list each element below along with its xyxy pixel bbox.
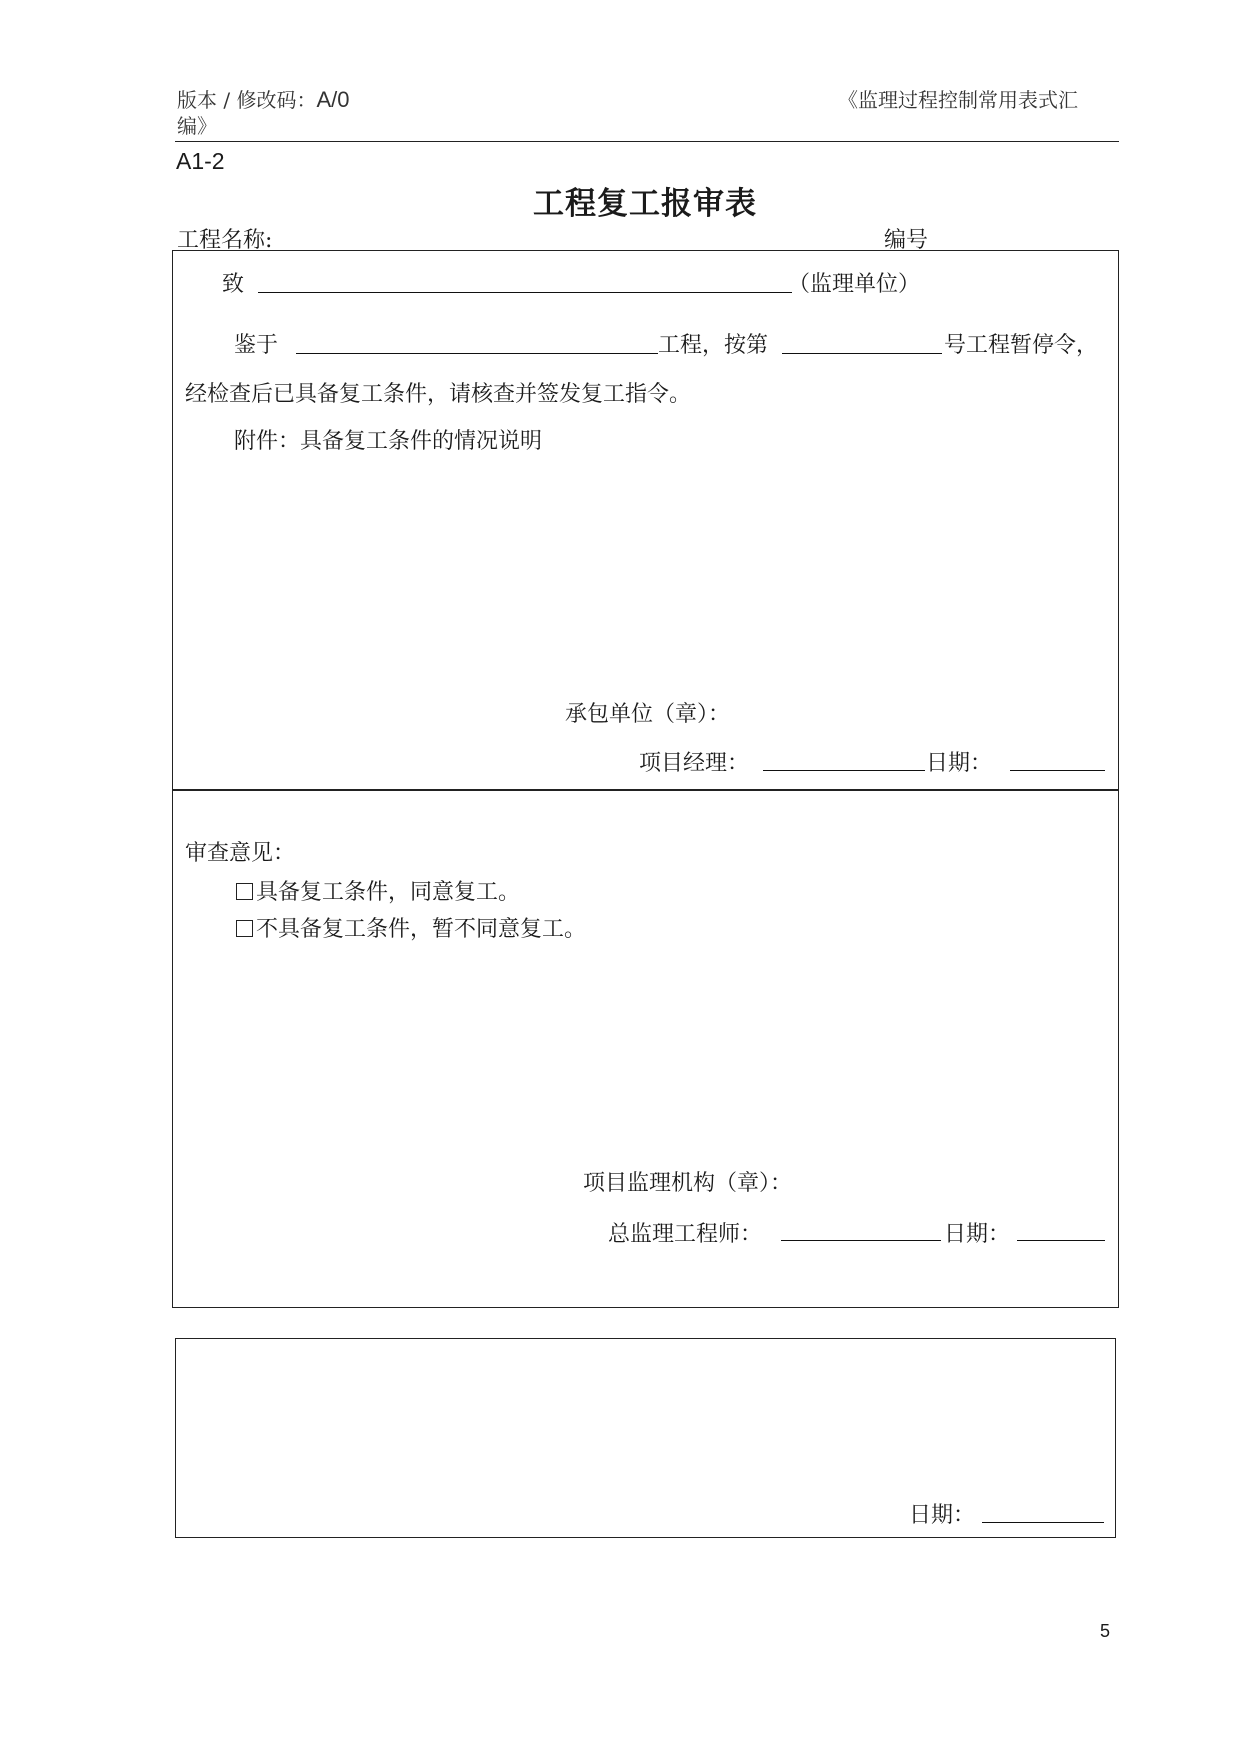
date-label-3: 日期： — [909, 1503, 976, 1528]
reject-option[interactable] — [236, 912, 586, 943]
application-line2: 经检查后已具备复工条件，请核查并签发复工指令。 — [185, 382, 692, 407]
attachment-label: 附件：具备复工条件的情况说明 — [234, 429, 543, 454]
order-number-field[interactable] — [782, 353, 942, 354]
chief-signature-field[interactable] — [781, 1240, 941, 1241]
order-word: 号工程暂停令， — [944, 333, 1099, 358]
manual-title-line1: 《监理过程控制常用表式汇 — [838, 88, 1078, 112]
pm-label: 项目经理： — [639, 751, 750, 776]
version-label — [177, 88, 349, 112]
chief-engineer-label: 总监理工程师： — [608, 1222, 763, 1247]
approve-checkbox[interactable] — [236, 883, 253, 900]
date-label-1: 日期： — [926, 751, 993, 776]
to-label: 致 — [222, 272, 245, 297]
reject-checkbox[interactable] — [236, 920, 253, 937]
page-number: 5 — [1100, 1621, 1111, 1641]
date-field-1[interactable] — [1010, 770, 1105, 771]
review-label: 审查意见： — [185, 841, 296, 866]
date-label-2: 日期： — [944, 1222, 1011, 1247]
project-name-label: 工程名称: — [177, 228, 273, 253]
supervision-unit-field[interactable] — [258, 292, 792, 293]
version-code: A/0 — [316, 87, 350, 112]
contractor-stamp-label: 承包单位（章）： — [565, 702, 731, 727]
form-code: A1-2 — [176, 148, 225, 174]
in-view-of-label: 鉴于 — [234, 333, 279, 358]
header-divider — [175, 141, 1119, 142]
manual-title-line2: 编》 — [177, 114, 217, 138]
project-field[interactable] — [296, 353, 658, 354]
pm-signature-field[interactable] — [763, 770, 925, 771]
project-word: 工程，按第 — [658, 333, 769, 358]
date-field-2[interactable] — [1017, 1240, 1105, 1241]
form-title: 工程复工报审表 — [533, 186, 757, 222]
approve-option[interactable] — [236, 875, 520, 906]
date-field-3[interactable] — [982, 1522, 1104, 1523]
agency-stamp-label: 项目监理机构（章）： — [583, 1171, 793, 1196]
version-label-text: 版本 / 修改码： — [177, 88, 317, 112]
approve-option-text: 具备复工条件，同意复工。 — [256, 880, 521, 905]
number-label: 编号 — [884, 228, 929, 253]
reject-option-text: 不具备复工条件，暂不同意复工。 — [256, 917, 587, 942]
to-suffix: （监理单位） — [788, 272, 921, 297]
